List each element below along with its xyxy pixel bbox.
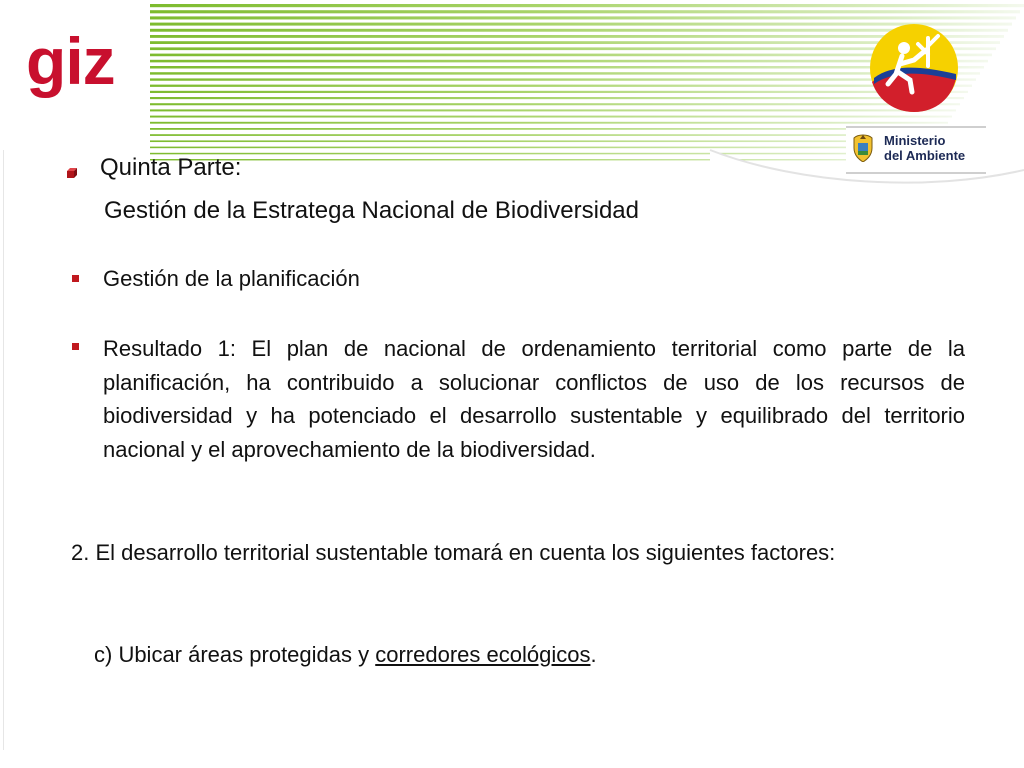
header-stripe xyxy=(150,66,984,69)
header-stripe xyxy=(150,60,988,63)
square-bullet-icon xyxy=(72,343,79,350)
header-stripe xyxy=(150,10,1020,13)
header-stripe xyxy=(150,159,924,160)
ministry-line-2: del Ambiente xyxy=(884,148,966,163)
slide-title: Quinta Parte: xyxy=(100,154,242,181)
sub-item-underlined-link: corredores ecológicos xyxy=(375,642,591,667)
header-stripe xyxy=(150,85,972,87)
header-stripe xyxy=(150,78,976,80)
header-stripe xyxy=(150,153,928,155)
header-stripe xyxy=(150,128,944,130)
header-stripe xyxy=(150,16,1016,19)
header-stripe xyxy=(150,109,956,111)
header-stripe xyxy=(150,116,952,118)
header-stripe xyxy=(150,97,964,99)
header-stripe xyxy=(150,103,960,105)
header-stripe xyxy=(150,4,1024,7)
numbered-item-2: 2. El desarrollo territorial sustentable tomará en cuenta los siguientes factores: xyxy=(71,540,836,565)
header-stripe xyxy=(150,134,940,136)
header-stripe xyxy=(150,72,980,74)
ministry-line-1: Ministerio xyxy=(884,133,946,148)
sub-item-c xyxy=(94,640,597,670)
bullet-item-resultado-1: Resultado 1: El plan de nacional de ordenamiento territorial como parte de la planificación, ha contribuido a solucionar conflictos de uso de los recursos de biodiversidad y ha potenciado el desarrollo sustentable y equilibrado del territorio nacional y el aprovechamiento de la biodiversidad. xyxy=(103,336,965,462)
left-margin-rule xyxy=(3,150,4,750)
header-stripe xyxy=(150,147,932,149)
ministry-logo xyxy=(846,126,986,174)
header-stripe xyxy=(150,122,948,124)
header-stripe xyxy=(150,91,968,93)
ministry-emblem-icon xyxy=(866,20,962,116)
sub-item-prefix: c) Ubicar áreas protegidas y xyxy=(94,642,376,667)
sub-item-suffix: . xyxy=(590,642,597,667)
red-cube-bullet-icon xyxy=(66,168,77,179)
bullet-item-planificacion: Gestión de la planificación xyxy=(103,266,360,291)
header-stripe xyxy=(150,140,936,142)
slide-subtitle: Gestión de la Estratega Nacional de Biodiversidad xyxy=(104,197,639,224)
ministry-name xyxy=(884,133,965,163)
giz-logo-icon xyxy=(26,22,136,112)
giz-logo-text: giz xyxy=(26,24,115,98)
ecuador-shield-icon xyxy=(852,134,874,162)
square-bullet-icon xyxy=(72,275,79,282)
